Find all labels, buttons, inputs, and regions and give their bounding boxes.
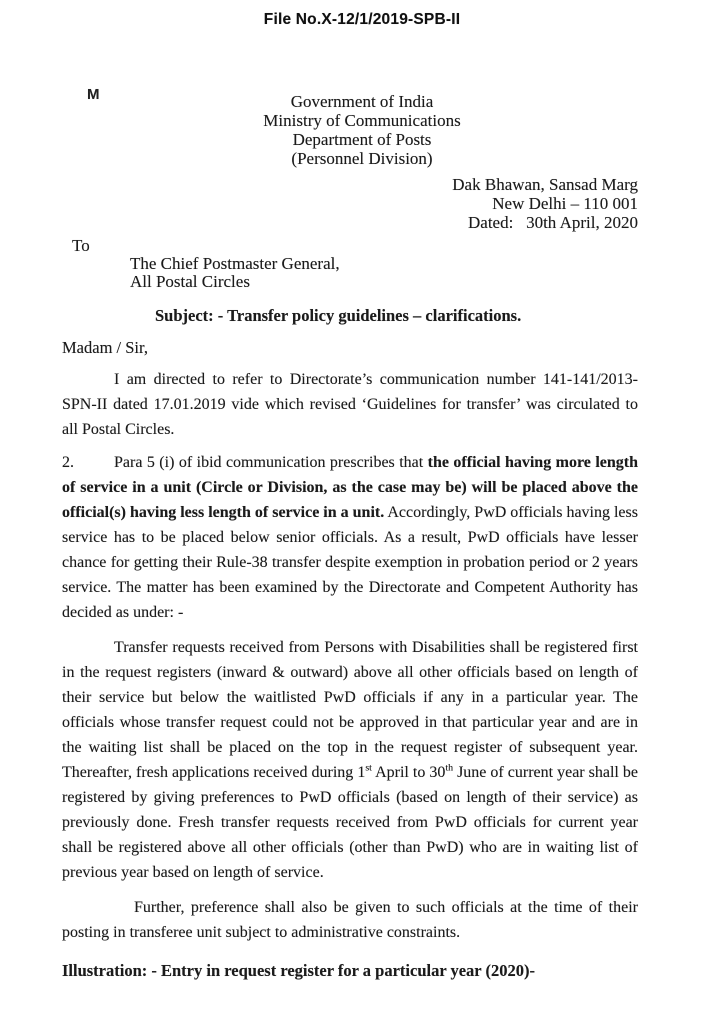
address-line: New Delhi – 110 001 <box>492 194 638 213</box>
to-label: To <box>72 236 90 255</box>
file-number: File No.X-12/1/2019-SPB-II <box>263 11 461 28</box>
body-paragraph-2 <box>62 450 638 625</box>
date-line: Dated: 30th April, 2020 <box>468 213 638 232</box>
recipient-line: The Chief Postmaster General, <box>130 254 340 273</box>
corner-mark: M <box>87 86 100 103</box>
org-line: (Personnel Division) <box>291 149 433 168</box>
address-block <box>0 175 724 232</box>
recipient-line: All Postal Circles <box>130 272 250 291</box>
org-line: Government of India <box>290 92 434 111</box>
body-paragraph-4: Further, preference shall also be given to such officials at the time of their posting in transferee unit subject to administrative constraints. <box>62 899 638 941</box>
paragraph-text: Para 5 (i) of ibid communication prescribes that the official having more length of service in a unit (Circle or Division, as the case may be) will be placed above the official(s) having less length of service in a unit. Accordingly, PwD officials having less service has to be placed below senior officials. As a result, PwD officials have lesser chance for getting their Rule-38 transfer despite exemption in probation period or 2 years service. The matter has been examined by the Directorate and Competent Authority has decided as under: - <box>62 454 638 621</box>
paragraph-number: 2. <box>62 454 74 471</box>
org-line: Department of Posts <box>292 130 432 149</box>
org-line: Ministry of Communications <box>263 111 461 130</box>
salutation: Madam / Sir, <box>62 338 148 357</box>
body-paragraph-3: Transfer requests received from Persons with Disabilities shall be registered first in the request registers (inward & outward) above all other officials based on length of their service but below the waitlisted PwD officials if any in a particular year. The officials whose transfer request could not be approved in that particular year and are in the waiting list shall be placed on the top in the request register of subsequent year. Thereafter, fresh applications received during 1st April to 30th June of current year shall be registered by giving preferences to PwD officials (based on length of their service) as previously done. Fresh transfer requests received from PwD officials for current year shall be registered above all other officials (other than PwD) who are in waiting list of previous year based on length of service. <box>62 639 639 881</box>
illustration-heading: Illustration: - Entry in request register for a particular year (2020)- <box>62 961 535 980</box>
address-line: Dak Bhawan, Sansad Marg <box>452 175 638 194</box>
recipient-block <box>62 255 638 291</box>
letter-body <box>0 237 724 981</box>
body-paragraph-1: I am directed to refer to Directorate’s communication number 141-141/2013-SPN-II dated 17.01.2019 vide which revised ‘Guidelines for transfer’ was circulated to all Postal Circles. <box>62 371 638 438</box>
letterhead <box>0 92 724 168</box>
subject-line: Subject: - Transfer policy guidelines – clarifications. <box>155 306 522 325</box>
